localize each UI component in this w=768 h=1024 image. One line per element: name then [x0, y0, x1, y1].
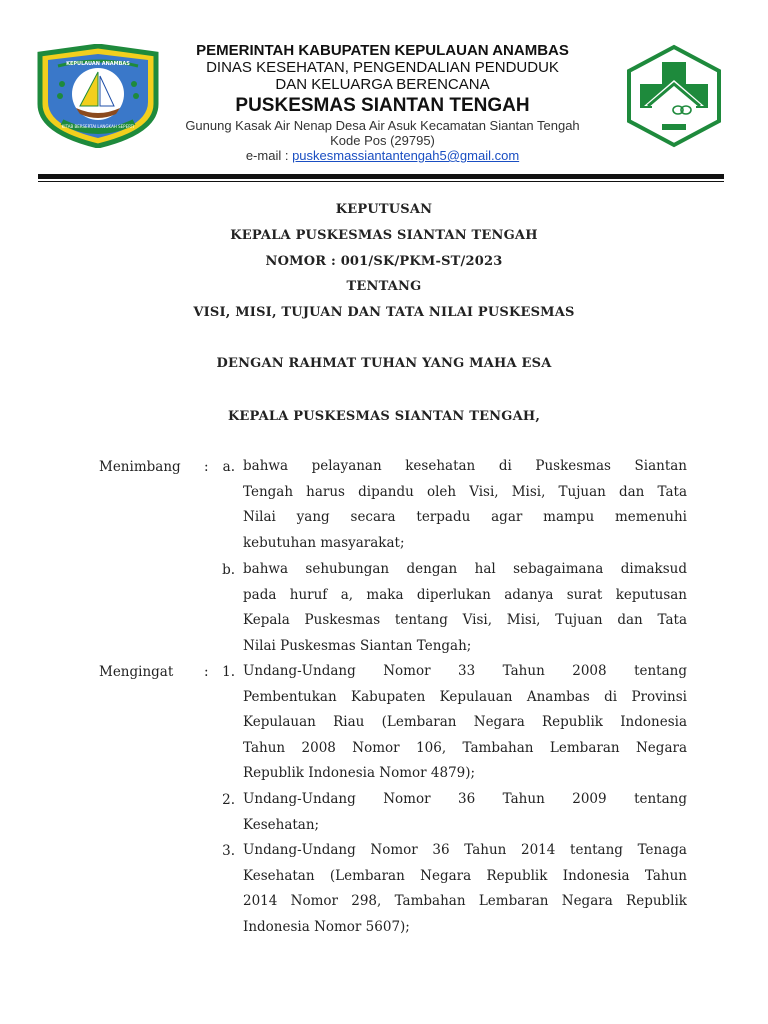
decree-number: NOMOR : 001/SK/PKM-ST/2023 [265, 254, 503, 269]
address: Gunung Kasak Air Nenap Desa Air Asuk Kecamatan Siantan Tengah [185, 118, 580, 133]
text-line: Republik Indonesia Nomor 4879); [243, 765, 476, 782]
email-label: e-mail : [245, 148, 293, 163]
text-line: Tengah harus dipandu oleh Visi, Misi, Tujuan dan Tata [243, 483, 687, 500]
svg-text:KITAB BERSERTAI LANGKAH SEPERT: KITAB BERSERTAI LANGKAH SEPERTI [61, 124, 135, 129]
email-line [160, 148, 605, 164]
text-line: Undang-Undang Nomor 33 Tahun 2008 tentang [243, 663, 687, 679]
letterhead-rule-thick [38, 174, 724, 179]
office-name: DINAS KESEHATAN, PENGENDALIAN PENDUDUK [206, 59, 559, 76]
office-name-continued: DAN KELUARGA BERENCANA [275, 76, 490, 93]
mengingat-item-3 [243, 838, 687, 940]
letterhead [0, 0, 768, 190]
puskesmas-logo [622, 44, 726, 148]
decree-subject: VISI, MISI, TUJUAN DAN TATA NILAI PUSKESMAS [193, 305, 575, 320]
text-line: kebutuhan masyarakat; [243, 534, 405, 551]
mengingat-marker-1: 1. [222, 664, 235, 680]
kabupaten-anambas-emblem [32, 44, 164, 148]
letterhead-text [160, 42, 605, 164]
email-link[interactable]: puskesmassiantantengah5@gmail.com [292, 148, 520, 163]
text-line: Nilai Puskesmas Siantan Tengah; [243, 637, 472, 654]
text-line: Kesehatan (Lembaran Negara Republik Indonesia Tahun [243, 867, 687, 884]
issuer-heading: KEPALA PUSKESMAS SIANTAN TENGAH, [227, 409, 541, 424]
menimbang-item-b [243, 557, 687, 659]
mengingat-marker-2: 2. [222, 792, 235, 808]
invocation: DENGAN RAHMAT TUHAN YANG MAHA ESA [216, 356, 552, 371]
mengingat-item-2 [243, 787, 687, 838]
menimbang-label: Menimbang [99, 459, 181, 475]
text-line: pada huruf a, maka diperlukan adanya surat keputusan [243, 586, 687, 603]
text-line: Nilai yang secara terpadu agar mampu memenuhi [243, 509, 687, 526]
government-name: PEMERINTAH KABUPATEN KEPULAUAN ANAMBAS [196, 42, 569, 59]
text-line: bahwa sehubungan dengan hal sebagaimana dimaksud [243, 561, 687, 577]
text-line: Kepulauan Riau (Lembaran Negara Republik Indonesia [243, 714, 687, 731]
text-line: Indonesia Nomor 5607); [243, 918, 410, 935]
mengingat-label: Mengingat [99, 664, 174, 680]
svg-text:KEPULAUAN ANAMBAS: KEPULAUAN ANAMBAS [66, 61, 130, 67]
menimbang-colon: : [204, 459, 209, 475]
decree-about-label: TENTANG [346, 279, 422, 294]
text-line: 2014 Nomor 298, Tambahan Lembaran Negara Republik [243, 893, 687, 910]
decree-title: KEPUTUSAN [335, 202, 433, 217]
text-line: Kesehatan; [243, 816, 320, 833]
text-line: Undang-Undang Nomor 36 Tahun 2009 tentang [243, 791, 687, 807]
mengingat-marker-3: 3. [222, 843, 235, 859]
puskesmas-name: PUSKESMAS SIANTAN TENGAH [235, 95, 530, 116]
text-line: Tahun 2008 Nomor 106, Tambahan Lembaran Negara [243, 739, 687, 756]
menimbang-marker-b: b. [222, 562, 235, 578]
decree-issuer: KEPALA PUSKESMAS SIANTAN TENGAH [230, 228, 538, 243]
mengingat-item-1 [243, 659, 687, 787]
text-line: Pembentukan Kabupaten Kepulauan Anambas di Provinsi [243, 688, 687, 705]
postal-code: Kode Pos (29795) [330, 133, 435, 148]
letterhead-rule-thin [38, 181, 724, 182]
text-line: Kepala Puskesmas tentang Visi, Misi, Tujuan dan Tata [243, 612, 687, 629]
menimbang-item-a [243, 454, 687, 556]
mengingat-colon: : [204, 664, 209, 680]
text-line: Undang-Undang Nomor 36 Tahun 2014 tentang Tenaga [243, 842, 687, 858]
text-line: bahwa pelayanan kesehatan di Puskesmas Siantan [243, 458, 687, 474]
menimbang-marker-a: a. [222, 459, 235, 475]
